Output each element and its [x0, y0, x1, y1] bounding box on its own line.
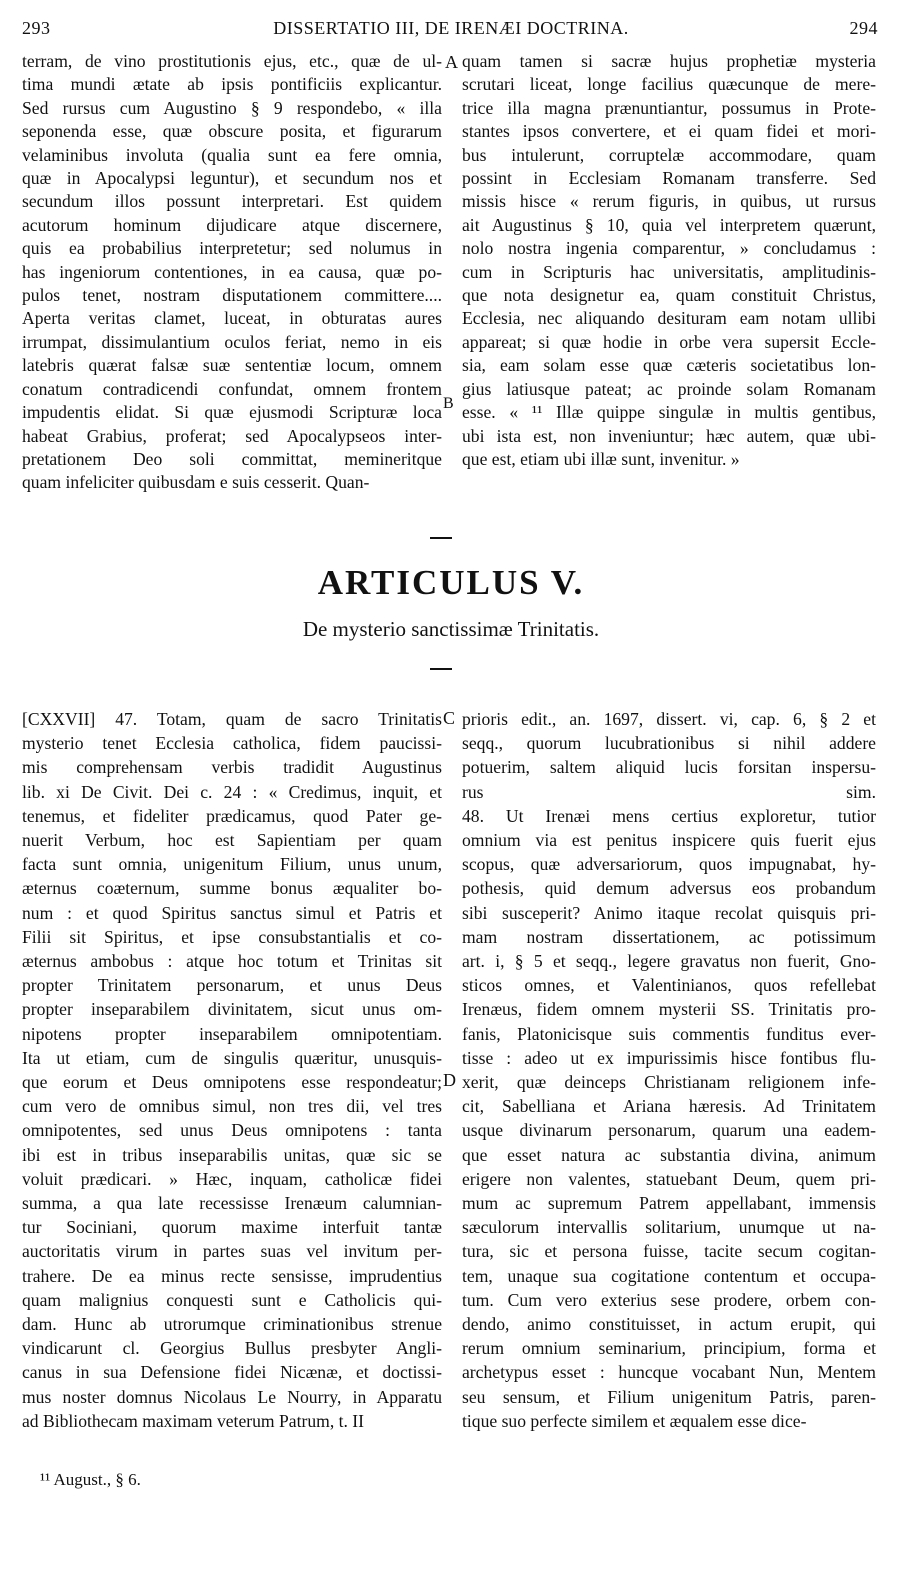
text-line: has ingeniorum contentiones, in ea causa, quæ po- — [22, 261, 442, 282]
text-line: summa, a qua late recessisse Irenæum calumnian- — [22, 1193, 442, 1214]
text-line: quam tamen si sacræ hujus prophetiæ mysteria — [462, 51, 876, 71]
text-line: omnium via est penitus inspicere quis fuerit ejus — [462, 830, 876, 851]
text-line: sibi susceperit? Animo itaque recolat quisquis pri- — [462, 902, 876, 923]
text-line: habeat Grabius, proferat; sed Apocalypseos inter- — [22, 425, 442, 446]
bottom-right-column — [462, 707, 876, 1433]
text-line: mus noster domnus Nicolaus Le Nourry, in Apparatu — [22, 1386, 442, 1407]
text-line: propter inseparabilem divinitatem, sicut unus om- — [22, 999, 442, 1020]
text-line: xerit, quæ deinceps Christianam religionem infe- — [462, 1072, 876, 1093]
text-line: vindicarunt cl. Georgius Bullus presbyter Angli- — [22, 1338, 442, 1359]
text-line: tisse : adeo ut ex impurissimis hisce fontibus flu- — [462, 1047, 876, 1068]
text-line: tum. Cum vero exterius sese prodere, orbem con- — [462, 1289, 876, 1310]
text-line: tem, unaque sua cogitatione contentum et occupa- — [462, 1265, 876, 1286]
bottom-left-column — [22, 707, 442, 1433]
text-line: velaminibus involuta (qualia sunt ea fere omnia, — [22, 144, 442, 165]
text-line: seponenda esse, quæ obscure posita, et figurarum — [22, 121, 442, 142]
article-subtitle: De mysterio sanctissimæ Trinitatis. — [302, 617, 600, 641]
text-line: Ecclesia, nec aliquando desituram eam notam ullibi — [462, 308, 876, 329]
text-line: æternus ambobus : atque hoc totum et Trinitas sit — [22, 951, 442, 972]
top-right-column — [462, 50, 876, 471]
text-line: dam. Hunc ab utrorumque criminationibus strenue — [22, 1314, 442, 1335]
text-line: tur Sociniani, quorum maxime interfuit tantæ — [22, 1217, 442, 1238]
running-title: DISSERTATIO III, DE IRENÆI DOCTRINA. — [273, 18, 629, 38]
text-line: archetypus esset : huncque vocabant Nun, Mentem — [462, 1362, 876, 1383]
text-line: que eorum et Deus omnipotens esse respondeatur; — [22, 1072, 442, 1093]
text-line: conatum contradicendi confundat, omnem frontem — [22, 378, 442, 399]
text-line: cum vero de omnibus simul, non tres dii, vel tres — [22, 1096, 442, 1117]
text-line: dendo, animo constituisset, in actum erupit, qui — [462, 1314, 876, 1335]
text-line: Filii sit Spiritus, et ipse consubstantialis et co- — [22, 926, 442, 947]
text-line: scopus, quæ adversariorum, quos impugnabat, hy- — [462, 854, 876, 875]
text-line: æternus coæternum, summe bonus æqualiter bo- — [22, 878, 442, 899]
text-line: auctoritatis virum in partes suas vel invitum per- — [22, 1241, 442, 1262]
text-line: irrumpat, dissimulantium oculos feriat, nemo in eis — [22, 331, 442, 352]
footnote: ¹¹ August., § 6. — [40, 1470, 141, 1489]
margin-letter-d: D — [443, 1070, 456, 1090]
text-line: latebris quærat falsæ suæ sententiæ locum, omnem — [22, 355, 442, 376]
text-line: pothesis, quid demum adversus eos probandum — [462, 878, 876, 899]
text-line: mum ac supremum Patrem appellabant, immensis — [462, 1193, 876, 1214]
text-line: facta sunt omnia, unigenitum Filium, unus unum, — [22, 854, 442, 875]
text-line: [CXXVII] 47. Totam, quam de sacro Trinitatis — [22, 709, 442, 729]
margin-letter-a: A — [445, 52, 458, 72]
text-line: sæculorum intervallis solitarium, unumque ut na- — [462, 1217, 876, 1238]
text-line: nipotens propter inseparabilem omnipotentiam. — [22, 1023, 442, 1044]
text-line: mam nostram dissertationem, ac potissimum — [462, 926, 876, 947]
text-line: trahere. De ea minus recte sensisse, imprudentius — [22, 1265, 442, 1286]
text-line: usque divinarum personarum, quarum una eadem- — [462, 1120, 876, 1141]
text-line: lib. xi De Civit. Dei c. 24 : « Credimus, inquit, et — [22, 781, 442, 802]
text-line: rerum omnium seminarium, principium, forma et — [462, 1338, 876, 1359]
text-line: gius latiusque pateat; ac proinde solam Romanam — [462, 378, 876, 399]
text-line: bus intulerunt, corruptelæ accommodare, quam — [462, 144, 876, 165]
text-line: quam malignius conquesti sunt e Catholicis qui- — [22, 1289, 442, 1310]
margin-letter-c: C — [443, 708, 456, 728]
text-line: tura, sic et persona fuisse, tacite secum cogitan- — [462, 1241, 876, 1262]
text-line: terram, de vino prostitutionis ejus, etc., quæ de ul- — [22, 51, 442, 71]
text-line: Sed rursus cum Augustino § 9 respondebo, « illa — [22, 97, 442, 118]
separator-rule-bottom — [430, 668, 452, 670]
text-line: num : et quod Spiritus sanctus simul et Patris et — [22, 902, 442, 923]
text-line: ait Augustinus § 10, quia vel interpretem quærunt, — [462, 214, 876, 235]
text-line: nuerit Verbum, hoc est Sapientiam per quam — [22, 830, 442, 851]
text-line: Ita ut etiam, cum de singulis quæritur, unusquis- — [22, 1047, 442, 1068]
text-line: tima mundi ætate ab ipsis pontificiis explicantur. — [22, 74, 442, 95]
text-line: quis ea probabilius interpretetur; sed nolumus in — [22, 238, 442, 259]
text-line: pretationem Deo soli committat, memineritque — [22, 448, 442, 469]
text-line: nolo nostra ingenia comparentur, » concludamus : — [462, 238, 876, 259]
text-line: scrutari liceat, longe facilius quæcunque de mere- — [462, 74, 876, 95]
article-title: ARTICULUS V. — [317, 563, 585, 602]
text-line: erigere non valentes, statuebant Deum, quem pri- — [462, 1168, 876, 1189]
text-line: secundum illos possunt interpretari. Est quidem — [22, 191, 442, 212]
text-line: 48. Ut Irenæi mens certius exploretur, tutior — [462, 805, 876, 826]
text-line: ad Bibliothecam maximam veterum Patrum, t. II — [22, 1410, 365, 1431]
text-line: voluit prædicari. » Hæc, inquam, catholicæ fidei — [22, 1168, 442, 1189]
text-line: rus sim. — [462, 781, 876, 802]
text-line: tenemus, et fideliter prædicamus, quod Pater ge- — [22, 805, 442, 826]
text-line: ibi est in tribus inseparabilis unitas, quæ sic se — [22, 1144, 442, 1165]
text-line: impudentis elidat. Si quæ ejusmodi Scripturæ loca — [22, 402, 442, 423]
text-line: appareat; si quæ hodie in orbe vera supersit Eccle- — [462, 331, 876, 352]
text-line: possint in Ecclesiam Romanam transferre. Sed — [462, 168, 876, 189]
text-line: missis hisce « rerum figuris, in quibus, ut rursus — [462, 191, 876, 212]
text-line: propter Trinitatem personarum, et unus Deus — [22, 975, 442, 996]
text-line: cit, Sabelliana et Ariana hæresis. Ad Trinitatem — [462, 1096, 876, 1117]
text-line: mysterio tenet Ecclesia catholica, fidem paucissi- — [22, 733, 442, 754]
page-number-left: 293 — [22, 18, 51, 38]
text-line: que est, etiam ubi illæ sunt, invenitur. » — [462, 448, 740, 469]
text-line: sia, eam solam esse quæ cæteris societatibus lon- — [462, 355, 876, 376]
text-line: cum in Scripturis hac universitatis, amplitudinis- — [462, 261, 876, 282]
page-number-right: 294 — [849, 18, 878, 38]
text-line: ubi ista est, non inveniuntur; hæc autem, quæ ubi- — [462, 425, 876, 446]
text-line: esse. « ¹¹ Illæ quippe singulæ in multis gentibus, — [462, 402, 876, 423]
text-line: quæ in Apocalypsi leguntur), et secundum nos et — [22, 168, 442, 189]
text-line: tique suo perfecte similem et æqualem esse dice- — [462, 1410, 807, 1431]
top-left-column — [22, 50, 442, 495]
text-line: omnipotentes, sed unus Deus omnipotens : tanta — [22, 1120, 442, 1141]
text-line: que esset natura ac substantia divina, animum — [462, 1144, 876, 1165]
text-line: prioris edit., an. 1697, dissert. vi, cap. 6, § 2 et — [462, 709, 876, 729]
text-line: art. i, § 5 et seqq., legere gravatus non fuerit, Gno- — [462, 951, 876, 972]
text-line: que nota designetur ea, quam constituit Christus, — [462, 285, 876, 306]
separator-rule-top — [430, 537, 452, 539]
text-line: seqq., quorum lucubrationibus si nihil addere — [462, 733, 876, 754]
text-line: quam infeliciter quibusdam e suis cesserit. Quan- — [22, 472, 370, 493]
text-line: sticos omnes, et Valentinianos, quos refellebat — [462, 975, 876, 996]
text-line: pulos tenet, nostram disputationem committere.... — [22, 285, 442, 306]
text-line: seu sensum, et Filium unigenitum Patris, paren- — [462, 1386, 876, 1407]
text-line: stantes ipsos convertere, et ei quam fidei et mori- — [462, 121, 876, 142]
text-line: Irenæus, fidem omnem mysterii SS. Trinitatis pro- — [462, 999, 876, 1020]
text-line: potuerim, saltem aliquid lucis forsitan inspersu- — [462, 757, 876, 778]
text-line: acutorum hominum dijudicare atque discernere, — [22, 214, 442, 235]
text-line: trice illa magna prænuntiantur, possumus in Prote- — [462, 97, 876, 118]
text-line: Aperta veritas clamet, luceat, in obturatas aures — [22, 308, 442, 329]
text-line: canus in sua Defensione fidei Nicænæ, et doctissi- — [22, 1362, 442, 1383]
text-line: fanis, Platonicisque suis commentis funditus ever- — [462, 1023, 876, 1044]
margin-letter-b: B — [443, 395, 454, 412]
text-line: mis comprehensam verbis tradidit Augustinus — [22, 757, 442, 778]
